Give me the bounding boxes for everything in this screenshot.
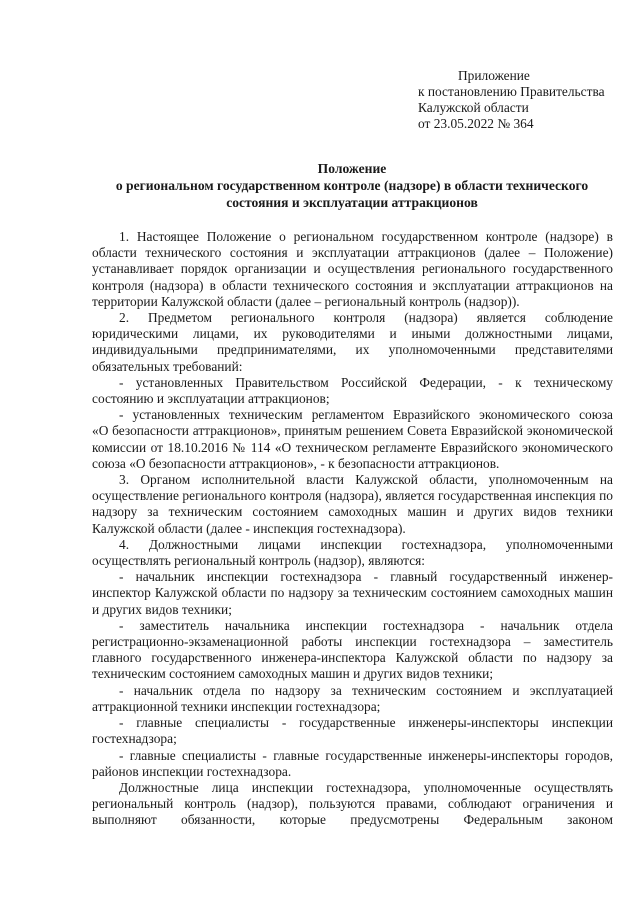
text-line: устанавливает порядок организации и осуществления регионального государственного <box>92 261 613 277</box>
text-line: 4. Должностными лицами инспекции гостехнадзора, уполномоченными <box>119 536 613 552</box>
text-line: техническим состоянием самоходных машин и других видов техники; <box>92 666 494 682</box>
text-line: районов инспекции гостехнадзора. <box>92 763 292 779</box>
appendix-line: Приложение <box>458 68 530 83</box>
text-line: Должностные лица инспекции гостехнадзора, уполномоченные осуществлять <box>119 779 613 795</box>
text-line: региональный контроль (надзор), пользуются правами, соблюдают ограничения и <box>92 796 613 812</box>
text-line: - установленных Правительством Российской Федерации, - к техническому <box>119 374 613 390</box>
text-line: - начальник инспекции гостехнадзора - главный государственный инженер- <box>119 569 613 585</box>
text-line: надзору за техническим состоянием самоходных машин и других видов техники <box>92 504 613 520</box>
text-line: - установленных техническим регламентом Евразийского экономического союза <box>119 407 613 423</box>
paragraph-2a <box>92 375 613 407</box>
paragraph-4a <box>92 569 613 618</box>
text-line: обязательных требований: <box>92 358 243 374</box>
text-line: - начальник отдела по надзору за техническим состоянием и эксплуатацией <box>119 682 613 698</box>
text-line: - заместитель начальника инспекции гостехнадзора - начальник отдела <box>119 617 613 633</box>
paragraph-4d <box>92 715 613 747</box>
text-line: главного государственного инженера-инспектора Калужской области по надзору за <box>92 650 613 666</box>
title-line: состояния и эксплуатации аттракционов <box>226 195 478 210</box>
text-line: юридическими лицами, их руководителями и иными должностными лицами, <box>92 326 613 342</box>
text-line: союза «О безопасности аттракционов», - к безопасности аттракционов. <box>92 455 500 471</box>
paragraph-5 <box>92 780 613 829</box>
text-line: аттракционной техники инспекции гостехнадзора; <box>92 698 381 714</box>
paragraph-4b <box>92 618 613 683</box>
appendix-line: к постановлению Правительства <box>418 84 605 99</box>
paragraph-2b <box>92 407 613 472</box>
text-line: - главные специалисты - главные государственные инженеры-инспекторы городов, <box>119 747 613 763</box>
text-line: выполняют обязанности, которые предусмотрены Федеральным законом <box>92 812 613 828</box>
text-line: гостехнадзора; <box>92 731 177 747</box>
paragraph-2 <box>92 310 613 375</box>
text-line: 2. Предметом регионального контроля (надзора) является соблюдение <box>119 310 613 326</box>
text-line: контроля (надзора) в области технического состояния и эксплуатации аттракционов на <box>92 277 613 293</box>
text-line: 3. Органом исполнительной власти Калужской области, уполномоченным на <box>119 472 613 488</box>
text-line: и других видов техники; <box>92 601 232 617</box>
paragraph-1 <box>92 229 613 310</box>
text-line: регистрационно-экзаменационной работы инспекции гостехнадзора – заместитель <box>92 634 613 650</box>
text-line: инспектор Калужской области по надзору за техническим состоянием самоходных машин <box>92 585 613 601</box>
text-line: Калужской области (далее - инспекция гостехнадзора). <box>92 520 406 536</box>
text-line: индивидуальными предпринимателями, их уполномоченными представителями <box>92 342 613 358</box>
document-title <box>92 160 612 211</box>
title-line: Положение <box>317 161 387 176</box>
text-line: «О безопасности аттракционов», принятым решением Совета Евразийской экономической <box>92 423 613 439</box>
appendix-line: Калужской области <box>418 100 529 115</box>
text-line: территории Калужской области (далее – региональный контроль (надзор)). <box>92 293 520 309</box>
title-line: о региональном государственном контроле (надзоре) в области технического <box>115 178 589 193</box>
paragraph-4c <box>92 683 613 715</box>
paragraph-4e <box>92 748 613 780</box>
text-line: 1. Настоящее Положение о региональном государственном контроле (надзоре) в <box>119 229 613 244</box>
text-line: осуществлять региональный контроль (надзор), являются: <box>92 553 426 569</box>
appendix-line: от 23.05.2022 № 364 <box>418 116 534 131</box>
text-line: состоянию и эксплуатации аттракционов; <box>92 391 330 407</box>
text-line: комиссии от 18.10.2016 № 114 «О техническом регламенте Евразийского экономического <box>92 439 613 455</box>
text-line: области технического состояния и эксплуатации аттракционов (далее – Положение) <box>92 245 613 261</box>
document-body <box>92 229 613 829</box>
appendix-header <box>418 68 628 132</box>
paragraph-3 <box>92 472 613 537</box>
text-line: - главные специалисты - государственные инженеры-инспекторы инспекции <box>119 715 613 731</box>
text-line: осуществление регионального контроля (надзора), является государственная инспекция по <box>92 488 613 504</box>
paragraph-4 <box>92 537 613 569</box>
